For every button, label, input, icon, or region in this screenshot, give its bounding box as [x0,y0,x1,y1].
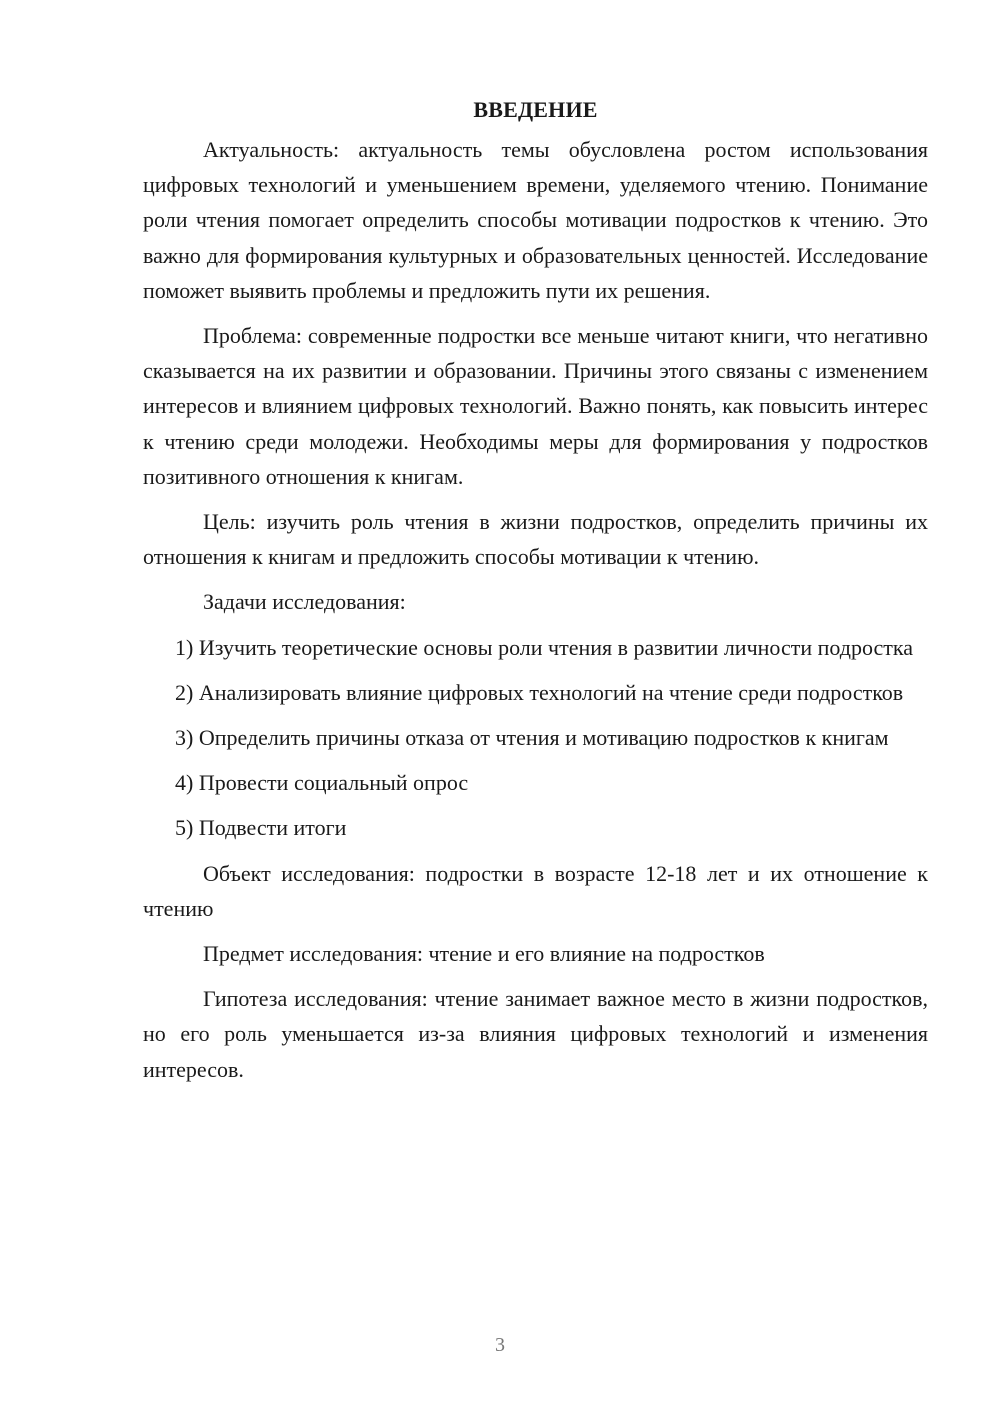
task-item-4: 4) Провести социальный опрос [175,770,469,796]
task-item-5: 5) Подвести итоги [175,815,347,841]
task-item-3: 3) Определить причины отказа от чтения и мотивацию подростков к книгам [175,725,889,751]
task-item-2: 2) Анализировать влияние цифровых технологий на чтение среди подростков [175,679,904,705]
paragraph-problem: Проблема: современные подростки все меньше читают книги, что негативно сказывается на их развитии и образовании. Причины этого связаны с изменением интересов и влиянием цифровых технологий. Важно понять, как повысить интерес к чтению среди молодежи. Необходимы меры для формирования у подростков позитивного отношения к книгам. [143,323,928,489]
paragraph-goal: Цель: изучить роль чтения в жизни подростков, определить причины их отношения к книгам и предложить способы мотивации к чтению. [143,509,928,570]
document-page [143,92,928,1097]
paragraph-subject: Предмет исследования: чтение и его влияние на подростков [203,941,765,967]
page-number: 3 [495,1334,505,1356]
document-title: ВВЕДЕНИЕ [473,97,598,122]
tasks-heading: Задачи исследования: [203,589,406,615]
paragraph-object: Объект исследования: подростки в возрасте 12-18 лет и их отношение к чтению [143,860,928,921]
paragraph-hypothesis: Гипотеза исследования: чтение занимает важное место в жизни подростков, но его роль уменьшается из-за влияния цифровых технологий и изменения интересов. [143,986,928,1082]
paragraph-relevance: Актуальность: актуальность темы обусловлена ростом использования цифровых технологий и уменьшением времени, уделяемого чтению. Понимание роли чтения помогает определить способы мотивации подростков к чтению. Это важно для формирования культурных и образовательных ценностей. Исследование поможет выявить проблемы и предложить пути их решения. [143,137,928,303]
task-item-1: 1) Изучить теоретические основы роли чтения в развитии личности подростка [175,634,913,660]
